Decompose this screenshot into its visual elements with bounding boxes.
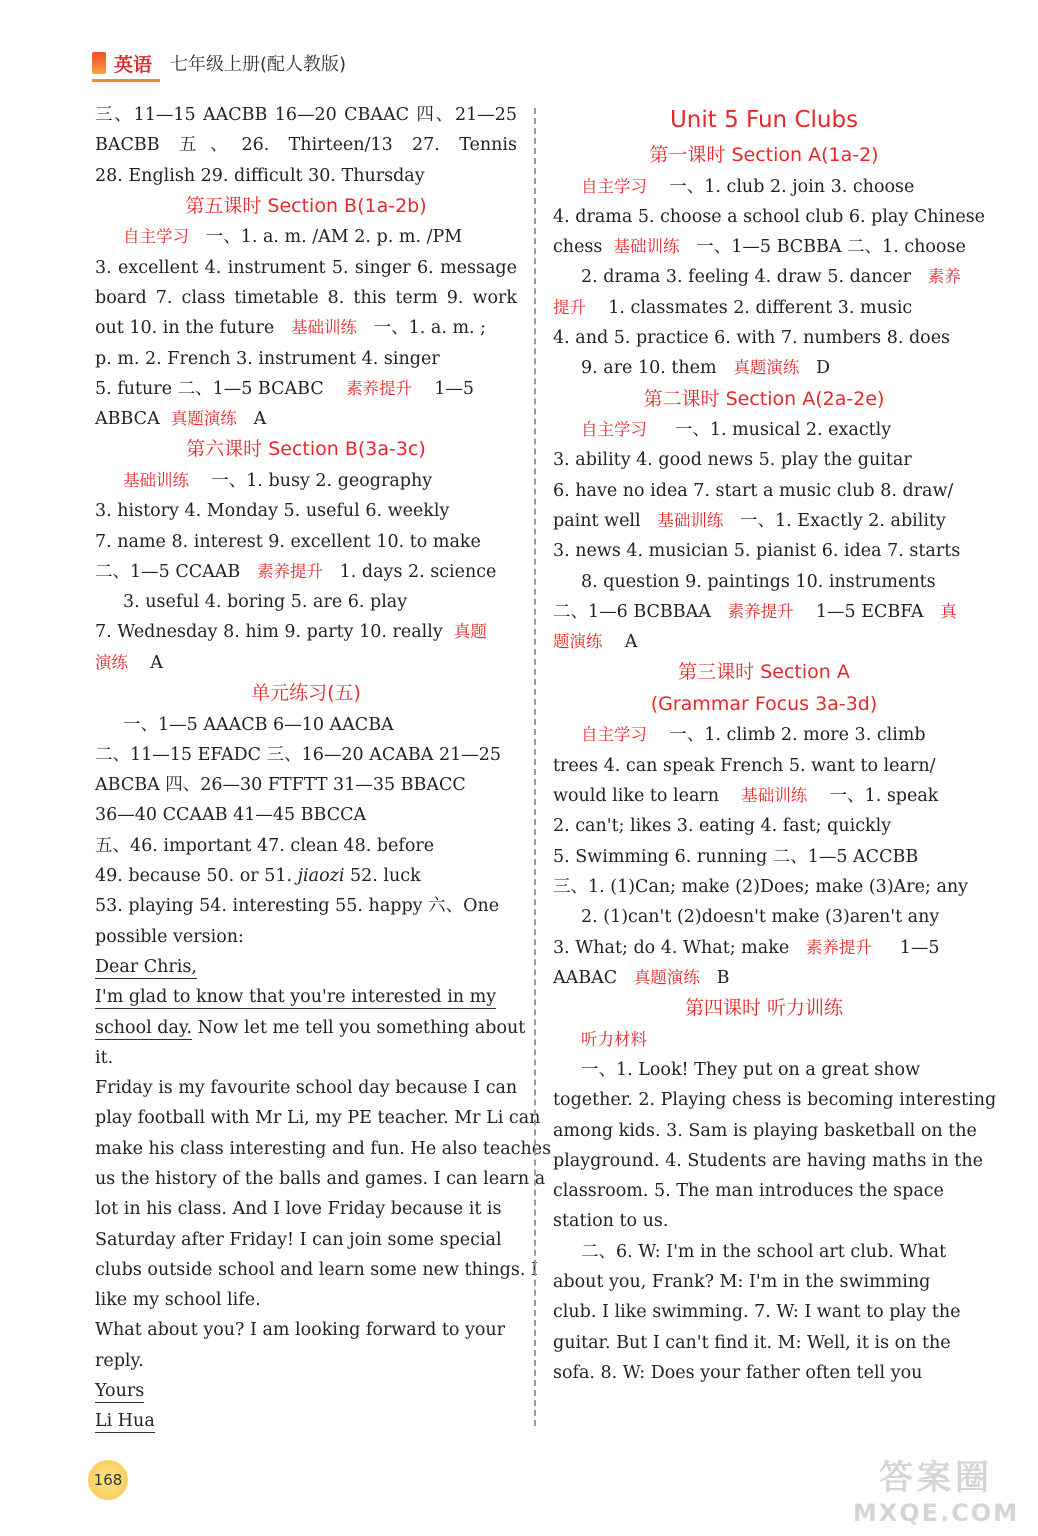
letter-line: lot in his class. And I love Friday because it is: [95, 1199, 502, 1220]
section-tag: 基础训练: [741, 786, 808, 806]
letter-signature: Li Hua: [95, 1411, 155, 1432]
lesson-2-heading: 第二课时 Section A(2a-2e): [643, 387, 885, 410]
page-number: 168: [88, 1460, 128, 1500]
section-tag: 素养提升: [727, 601, 794, 621]
letter-closing: Yours: [95, 1381, 145, 1402]
letter-line: I'm glad to know that you're interested in my: [95, 987, 497, 1008]
answer-line: 3. ability 4. good news 5. play the guitar: [553, 450, 912, 471]
answer-line: 3. excellent 4. instrument 5. singer 6. message: [95, 257, 517, 278]
answer-line: ABCBA 四、26—30 FTFTT 31—35 BBACC: [95, 775, 466, 796]
letter-line: play football with Mr Li, my PE teacher. Mr Li can: [95, 1108, 541, 1129]
listening-line: 二、6. W: I'm in the school art club. What: [581, 1241, 947, 1262]
answer-line: [553, 1025, 975, 1055]
answer-line: 五、46. important 47. clean 48. before: [95, 835, 435, 856]
letter-line: school day. Now let me tell you something about: [95, 1017, 526, 1038]
watermark-bottom: MXQE.COM: [852, 1499, 1020, 1527]
answer-line: 8. question 9. paintings 10. instruments: [581, 571, 936, 592]
section-tag: 自主学习: [581, 725, 647, 745]
header-grade: 七年级上册(配人教版): [170, 54, 347, 75]
listening-line: sofa. 8. W: Does your father often tell you: [553, 1362, 923, 1383]
section-tag: 基础训练: [123, 470, 189, 490]
listening-line: guitar. But I can't find it. M: Well, it is on the: [553, 1332, 951, 1353]
header-bar-icon: [92, 52, 106, 74]
answer-line: ABBCA 真题演练 A: [95, 409, 267, 430]
section-tag: 素养: [927, 267, 961, 287]
letter-line: make his class interesting and fun. He also teaches: [95, 1138, 552, 1159]
listening-line: 一、1. Look! They put on a great show: [581, 1059, 921, 1080]
answer-line: 5. Swimming 6. running 二、1—5 ACCBB: [553, 846, 919, 867]
answer-line: 28. English 29. difficult 30. Thursday: [95, 165, 425, 186]
answer-line: 三、1. (1)Can; make (2)Does; make (3)Are; any: [553, 876, 969, 897]
header-underline: [92, 79, 160, 82]
answer-line: possible version:: [95, 926, 244, 947]
answer-line: 题演练 A: [553, 632, 638, 653]
page-header: [92, 48, 346, 78]
answer-line: board 7. class timetable 8. this term 9. work: [95, 287, 517, 308]
answer-line: 7. Wednesday 8. him 9. party 10. really 真题: [95, 622, 487, 643]
answer-line: 5. future 二、1—5 BCABC 素养提升 1—5: [95, 378, 475, 399]
answer-line: 9. are 10. them 真题演练 D: [581, 358, 831, 379]
section-tag: 素养提升: [345, 378, 412, 398]
answer-line: trees 4. can speak French 5. want to learn/: [553, 755, 936, 776]
lesson-6-heading: 第六课时 Section B(3a-3c): [186, 438, 426, 461]
letter-line: Saturday after Friday! I can join some special: [95, 1229, 502, 1250]
answer-line: 3. news 4. musician 5. pianist 6. idea 7. starts: [553, 541, 961, 562]
section-tag: 真: [940, 601, 957, 621]
lesson-1-heading: 第一课时 Section A(1a-2): [649, 144, 879, 166]
answer-line: 提升 1. classmates 2. different 3. music: [553, 297, 913, 318]
listening-line: playground. 4. Students are having maths in the: [553, 1150, 983, 1171]
section-tag: 自主学习: [123, 227, 189, 247]
letter-line: reply.: [95, 1350, 144, 1371]
answer-line: 53. playing 54. interesting 55. happy 六、One: [95, 896, 500, 917]
section-tag: 自主学习: [581, 420, 647, 440]
right-column: [553, 100, 997, 1388]
answer-line: 自主学习 一、1. club 2. join 3. choose: [581, 176, 915, 197]
answer-line: BACBB 五、26. Thirteen/13 27. Tennis: [95, 135, 517, 156]
letter-line: us the history of the balls and games. I can learn a: [95, 1169, 546, 1189]
answer-line: 4. drama 5. choose a school club 6. play Chinese: [553, 206, 986, 227]
section-tag: 演练: [95, 652, 128, 672]
listening-line: station to us.: [553, 1211, 669, 1232]
left-column: [95, 100, 552, 1437]
column-divider: [534, 108, 536, 1426]
answer-line: out 10. in the future 基础训练 一、1. a. m. ;: [95, 318, 487, 339]
answer-line: paint well 基础训练 一、1. Exactly 2. ability: [553, 510, 946, 531]
letter-line: Friday is my favourite school day because I can: [95, 1078, 518, 1099]
answer-line: 2. (1)can't (2)doesn't make (3)aren't any: [581, 907, 940, 928]
answer-line: 2. can't; likes 3. eating 4. fast; quickly: [553, 816, 892, 837]
answer-line: 4. and 5. practice 6. with 7. numbers 8. does: [553, 327, 951, 348]
section-tag: 素养提升: [805, 937, 872, 957]
answer-line: 自主学习 一、1. musical 2. exactly: [581, 420, 892, 441]
section-tag: 自主学习: [581, 176, 647, 196]
answer-line: 49. because 50. or 51. jiaozi 52. luck: [95, 866, 421, 887]
letter-line: What about you? I am looking forward to your: [95, 1320, 506, 1341]
watermark-top: 答案圈: [879, 1458, 993, 1498]
letter-line: it.: [95, 1047, 114, 1068]
answer-line: 3. useful 4. boring 5. are 6. play: [123, 592, 408, 613]
letter-line: like my school life.: [95, 1290, 261, 1311]
answer-line: 36—40 CCAAB 41—45 BBCCA: [95, 805, 367, 826]
answer-line: 自主学习 一、1. climb 2. more 3. climb: [581, 725, 926, 746]
lesson-3-subheading: (Grammar Focus 3a-3d): [650, 692, 878, 715]
listening-line: among kids. 3. Sam is playing basketball on the: [553, 1120, 977, 1141]
lesson-4-heading: 第四课时 听力训练: [684, 997, 844, 1020]
answer-line: 3. history 4. Monday 5. useful 6. weekly: [95, 501, 450, 522]
listening-line: about you, Frank? M: I'm in the swimming: [553, 1272, 931, 1292]
lesson-5-heading: 第五课时 Section B(1a-2b): [185, 194, 427, 217]
listening-line: club. I like swimming. 7. W: I want to play the: [553, 1302, 961, 1323]
section-tag: 听力材料: [581, 1029, 647, 1049]
section-tag: 素养提升: [256, 561, 323, 581]
listening-line: classroom. 5. The man introduces the space: [553, 1181, 944, 1202]
answer-line: AABAC 真题演练 B: [553, 967, 730, 988]
listening-line: together. 2. Playing chess is becoming interesting: [553, 1090, 997, 1111]
answer-line: 6. have no idea 7. start a music club 8. draw/: [553, 480, 954, 501]
answer-line: would like to learn 基础训练 一、1. speak: [553, 786, 939, 807]
answer-line: 自主学习 一、1. a. m. /AM 2. p. m. /PM: [123, 227, 463, 248]
answer-line: 7. name 8. interest 9. excellent 10. to make: [95, 531, 481, 552]
section-tag: 真题演练: [633, 967, 700, 987]
letter-greeting: Dear Chris,: [95, 956, 197, 977]
answer-line: chess 基础训练 一、1—5 BCBBA 二、1. choose: [553, 237, 966, 258]
answer-line: 二、1—5 CCAAB 素养提升 1. days 2. science: [95, 561, 497, 582]
answer-line: 基础训练 一、1. busy 2. geography: [123, 470, 433, 491]
section-tag: 题演练: [553, 632, 603, 652]
section-tag: 真题: [453, 622, 487, 642]
answer-line: 一、1—5 AAACB 6—10 AACBA: [123, 714, 394, 735]
section-tag: 真题演练: [170, 409, 237, 429]
section-tag: 基础训练: [290, 318, 357, 338]
header-subject: 英语: [114, 53, 153, 76]
answer-line: 三、11—15 AACBB 16—20 CBAAC 四、21—25: [95, 105, 517, 125]
answer-line: 3. What; do 4. What; make 素养提升 1—5: [553, 937, 940, 958]
answer-line: 演练 A: [95, 652, 163, 673]
letter-line: clubs outside school and learn some new things. I: [95, 1259, 538, 1280]
answer-line: 2. drama 3. feeling 4. draw 5. dancer 素养: [581, 267, 961, 288]
lesson-3-heading: 第三课时 Section A: [678, 661, 850, 684]
unit-exercise-heading: 单元练习(五): [251, 682, 361, 705]
unit-title: Unit 5 Fun Clubs: [669, 107, 859, 133]
answer-line: 二、1—6 BCBBAA 素养提升 1—5 ECBFA 真: [553, 601, 957, 622]
section-tag: 真题演练: [733, 358, 800, 378]
section-tag: 基础训练: [613, 237, 680, 257]
section-tag: 提升: [553, 297, 586, 317]
answer-line: p. m. 2. French 3. instrument 4. singer: [95, 348, 440, 369]
watermark-logo: [846, 1450, 1026, 1530]
answer-line: 二、11—15 EFADC 三、16—20 ACABA 21—25: [95, 744, 501, 765]
section-tag: 基础训练: [657, 510, 724, 530]
